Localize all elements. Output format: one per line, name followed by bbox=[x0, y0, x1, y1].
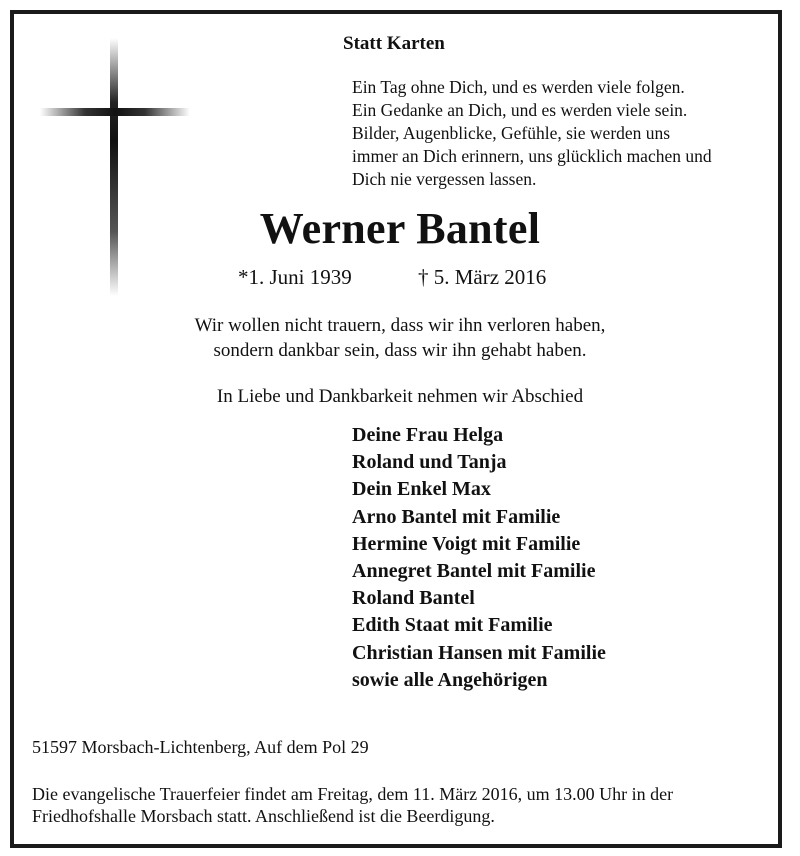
poem-line: Bilder, Augenblicke, Gefühle, sie werden uns bbox=[352, 123, 671, 143]
mourner-item: Hermine Voigt mit Familie bbox=[352, 532, 581, 555]
mourner-item: Dein Enkel Max bbox=[352, 478, 491, 501]
service-info-line: Die evangelische Trauerfeier findet am Freitag, dem 11. März 2016, um 13.00 Uhr in der bbox=[32, 784, 674, 804]
farewell-text: In Liebe und Dankbarkeit nehmen wir Abschied bbox=[216, 386, 584, 407]
poem-line: Ein Tag ohne Dich, und es werden viele folgen. bbox=[352, 77, 685, 97]
deceased-name: Werner Bantel bbox=[259, 204, 541, 253]
mourner-item: sowie alle Angehörigen bbox=[352, 668, 548, 691]
poem-line: Dich nie vergessen lassen. bbox=[352, 169, 537, 189]
mourner-item: Edith Staat mit Familie bbox=[352, 614, 553, 637]
header-label: Statt Karten bbox=[343, 33, 445, 54]
quote-line: Wir wollen nicht trauern, dass wir ihn verloren haben, bbox=[194, 315, 606, 336]
poem-line: Ein Gedanke an Dich, und es werden viele sein. bbox=[352, 100, 688, 120]
mourner-item: Roland und Tanja bbox=[352, 451, 507, 474]
poem-line: immer an Dich erinnern, uns glücklich machen und bbox=[352, 146, 712, 166]
birth-date: *1. Juni 1939 bbox=[238, 265, 352, 289]
mourner-item: Christian Hansen mit Familie bbox=[352, 641, 606, 664]
mourner-item: Deine Frau Helga bbox=[352, 424, 504, 446]
mourner-item: Roland Bantel bbox=[352, 587, 475, 610]
death-date: † 5. März 2016 bbox=[418, 265, 547, 289]
quote-line: sondern dankbar sein, dass wir ihn gehabt haben. bbox=[213, 340, 587, 361]
mourner-item: Annegret Bantel mit Familie bbox=[352, 560, 596, 583]
cross-icon bbox=[40, 38, 190, 298]
address: 51597 Morsbach-Lichtenberg, Auf dem Pol 29 bbox=[32, 737, 369, 757]
poem bbox=[352, 76, 712, 191]
mourner-item: Arno Bantel mit Familie bbox=[352, 505, 561, 528]
service-info-line: Friedhofshalle Morsbach statt. Anschließend ist die Beerdigung. bbox=[32, 806, 495, 826]
mourners-list bbox=[352, 422, 606, 694]
